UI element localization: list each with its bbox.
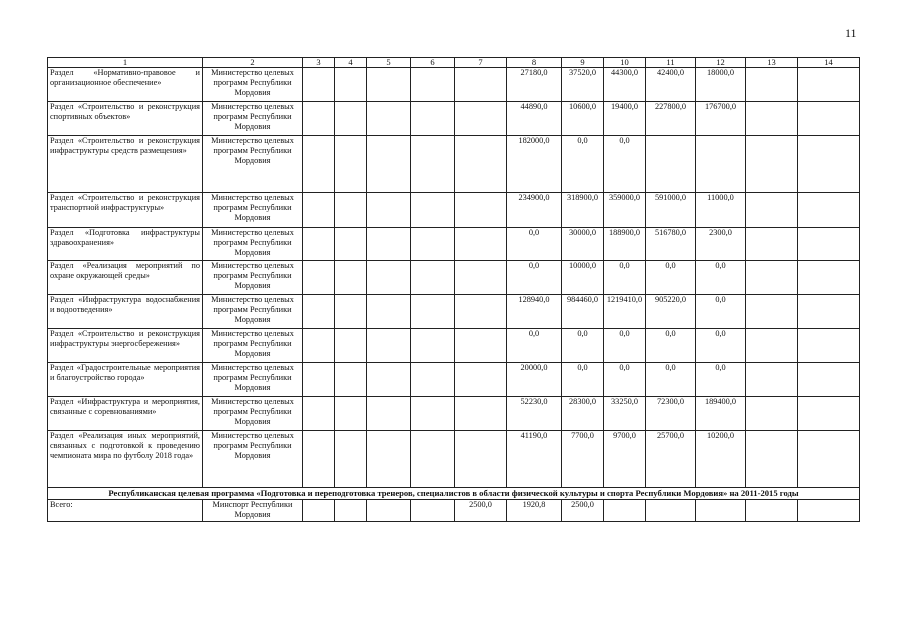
table-header-row (48, 58, 860, 68)
empty-cell (455, 329, 507, 363)
table-cell: 1219410,0 (604, 295, 646, 329)
table-cell: 984460,0 (562, 295, 604, 329)
empty-cell (303, 295, 335, 329)
table-cell: 25700,0 (646, 431, 696, 488)
table-cell: 27180,0 (507, 68, 562, 102)
total-label: Всего: (48, 500, 203, 522)
empty-cell (746, 363, 798, 397)
table-row (48, 431, 860, 488)
empty-cell (335, 295, 367, 329)
section-name-cell: Раздел «Строительство и реконструкция инфраструктуры средств размещения» (48, 136, 203, 193)
table-cell: 591000,0 (646, 193, 696, 228)
table-cell: 905220,0 (646, 295, 696, 329)
column-header: 14 (798, 58, 860, 68)
table-row (48, 228, 860, 261)
empty-cell (303, 363, 335, 397)
empty-cell (798, 295, 860, 329)
empty-cell (335, 228, 367, 261)
ministry-cell: Министерство целевых программ Республики Мордовия (203, 295, 303, 329)
table-cell: 234900,0 (507, 193, 562, 228)
empty-cell (303, 228, 335, 261)
table-cell: 182000,0 (507, 136, 562, 193)
ministry-cell: Министерство целевых программ Республики Мордовия (203, 261, 303, 295)
table-cell: 37520,0 (562, 68, 604, 102)
empty-cell (455, 295, 507, 329)
empty-cell (367, 261, 411, 295)
empty-cell (411, 500, 455, 522)
empty-cell (335, 363, 367, 397)
table-cell: 0,0 (646, 329, 696, 363)
empty-cell (367, 228, 411, 261)
table-cell: 0,0 (646, 261, 696, 295)
budget-table (47, 57, 860, 522)
program-banner-row (48, 488, 860, 500)
empty-cell (335, 431, 367, 488)
empty-cell (746, 397, 798, 431)
table-cell: 227800,0 (646, 102, 696, 136)
empty-cell (411, 228, 455, 261)
column-header: 7 (455, 58, 507, 68)
section-name-cell: Раздел «Реализация мероприятий по охране окружающей среды» (48, 261, 203, 295)
table-cell: 0,0 (562, 136, 604, 193)
empty-cell (335, 500, 367, 522)
column-header: 9 (562, 58, 604, 68)
section-name-cell: Раздел «Инфраструктура и мероприятия, связанные с соревнованиями» (48, 397, 203, 431)
empty-cell (746, 329, 798, 363)
column-header: 8 (507, 58, 562, 68)
table-cell: 42400,0 (646, 68, 696, 102)
ministry-cell: Министерство целевых программ Республики Мордовия (203, 431, 303, 488)
table-row (48, 102, 860, 136)
table-cell: 0,0 (696, 329, 746, 363)
empty-cell (303, 431, 335, 488)
table-cell: 0,0 (604, 329, 646, 363)
empty-cell (746, 261, 798, 295)
table-cell: 0,0 (562, 363, 604, 397)
empty-cell (455, 136, 507, 193)
table-cell: 0,0 (696, 363, 746, 397)
table-cell: 1920,8 (507, 500, 562, 522)
table-cell: 188900,0 (604, 228, 646, 261)
empty-cell (746, 228, 798, 261)
table-row (48, 261, 860, 295)
program-banner: Республиканская целевая программа «Подготовка и переподготовка тренеров, специалистов в области физической культуры и спорта Республики Мордовия» на 2011-2015 годы (48, 488, 860, 500)
table-cell: 189400,0 (696, 397, 746, 431)
table-cell: 72300,0 (646, 397, 696, 431)
empty-cell (696, 500, 746, 522)
section-name-cell: Раздел «Строительство и реконструкция инфраструктуры энергосбережения» (48, 329, 203, 363)
empty-cell (411, 397, 455, 431)
table-row (48, 68, 860, 102)
table-cell: 44300,0 (604, 68, 646, 102)
table-cell: 10000,0 (562, 261, 604, 295)
empty-cell (798, 397, 860, 431)
empty-cell (411, 329, 455, 363)
table-cell: 0,0 (507, 329, 562, 363)
section-name-cell: Раздел «Реализация иных мероприятий, связанных с подготовкой к проведению чемпионата мира по футболу 2018 года» (48, 431, 203, 488)
column-header: 10 (604, 58, 646, 68)
empty-cell (604, 500, 646, 522)
ministry-cell: Министерство целевых программ Республики Мордовия (203, 228, 303, 261)
table-cell (646, 136, 696, 193)
empty-cell (411, 295, 455, 329)
empty-cell (746, 136, 798, 193)
empty-cell (303, 261, 335, 295)
empty-cell (746, 102, 798, 136)
empty-cell (798, 329, 860, 363)
section-name-cell: Раздел «Строительство и реконструкция спортивных объектов» (48, 102, 203, 136)
empty-cell (303, 500, 335, 522)
empty-cell (335, 193, 367, 228)
empty-cell (335, 261, 367, 295)
empty-cell (455, 102, 507, 136)
empty-cell (798, 193, 860, 228)
ministry-cell: Министерство целевых программ Республики Мордовия (203, 68, 303, 102)
section-name-cell: Раздел «Строительство и реконструкция транспортной инфраструктуры» (48, 193, 203, 228)
empty-cell (303, 102, 335, 136)
empty-cell (455, 228, 507, 261)
table-row (48, 363, 860, 397)
table-cell: 28300,0 (562, 397, 604, 431)
empty-cell (367, 295, 411, 329)
empty-cell (367, 136, 411, 193)
column-header: 2 (203, 58, 303, 68)
empty-cell (411, 136, 455, 193)
total-row (48, 500, 860, 522)
empty-cell (335, 397, 367, 431)
table-row (48, 295, 860, 329)
table-cell: 41190,0 (507, 431, 562, 488)
empty-cell (798, 500, 860, 522)
column-header: 11 (646, 58, 696, 68)
empty-cell (455, 68, 507, 102)
table-cell: 30000,0 (562, 228, 604, 261)
empty-cell (367, 68, 411, 102)
table-cell: 2500,0 (455, 500, 507, 522)
table-cell: 0,0 (696, 261, 746, 295)
table-cell: 11000,0 (696, 193, 746, 228)
empty-cell (455, 397, 507, 431)
empty-cell (367, 363, 411, 397)
table-cell: 359000,0 (604, 193, 646, 228)
column-header: 12 (696, 58, 746, 68)
table-cell: 128940,0 (507, 295, 562, 329)
table-row (48, 397, 860, 431)
ministry-cell: Министерство целевых программ Республики Мордовия (203, 397, 303, 431)
table-cell: 7700,0 (562, 431, 604, 488)
empty-cell (798, 136, 860, 193)
empty-cell (367, 397, 411, 431)
empty-cell (746, 500, 798, 522)
column-header: 13 (746, 58, 798, 68)
table-cell: 10600,0 (562, 102, 604, 136)
empty-cell (455, 261, 507, 295)
empty-cell (746, 68, 798, 102)
empty-cell (411, 102, 455, 136)
table-cell: 2300,0 (696, 228, 746, 261)
empty-cell (335, 329, 367, 363)
empty-cell (646, 500, 696, 522)
empty-cell (455, 363, 507, 397)
empty-cell (303, 193, 335, 228)
table-row (48, 193, 860, 228)
section-name-cell: Раздел «Градостроительные мероприятия и благоустройство города» (48, 363, 203, 397)
column-header: 6 (411, 58, 455, 68)
table-cell (696, 136, 746, 193)
section-name-cell: Раздел «Инфраструктура водоснабжения и водоотведения» (48, 295, 203, 329)
empty-cell (746, 295, 798, 329)
table-row (48, 329, 860, 363)
table-cell: 0,0 (646, 363, 696, 397)
empty-cell (367, 329, 411, 363)
column-header: 5 (367, 58, 411, 68)
table-cell: 0,0 (604, 261, 646, 295)
empty-cell (335, 68, 367, 102)
section-name-cell: Раздел «Нормативно-правовое и организационное обеспечение» (48, 68, 203, 102)
table-cell: 20000,0 (507, 363, 562, 397)
empty-cell (367, 500, 411, 522)
empty-cell (411, 261, 455, 295)
empty-cell (411, 431, 455, 488)
empty-cell (335, 136, 367, 193)
table-cell: 176700,0 (696, 102, 746, 136)
empty-cell (411, 363, 455, 397)
empty-cell (798, 228, 860, 261)
empty-cell (746, 431, 798, 488)
table-cell: 0,0 (507, 261, 562, 295)
empty-cell (798, 363, 860, 397)
empty-cell (411, 68, 455, 102)
ministry-cell: Министерство целевых программ Республики Мордовия (203, 193, 303, 228)
empty-cell (746, 193, 798, 228)
empty-cell (367, 102, 411, 136)
table-cell: 10200,0 (696, 431, 746, 488)
empty-cell (798, 68, 860, 102)
table-cell: 9700,0 (604, 431, 646, 488)
empty-cell (303, 136, 335, 193)
table-cell: 318900,0 (562, 193, 604, 228)
empty-cell (798, 261, 860, 295)
table-cell: 2500,0 (562, 500, 604, 522)
table-cell: 0,0 (562, 329, 604, 363)
table-cell: 52230,0 (507, 397, 562, 431)
empty-cell (455, 193, 507, 228)
ministry-cell: Министерство целевых программ Республики Мордовия (203, 329, 303, 363)
table-row (48, 136, 860, 193)
ministry-cell: Министерство целевых программ Республики Мордовия (203, 363, 303, 397)
table-cell: 0,0 (604, 363, 646, 397)
section-name-cell: Раздел «Подготовка инфраструктуры здравоохранения» (48, 228, 203, 261)
empty-cell (303, 68, 335, 102)
table-cell: 0,0 (604, 136, 646, 193)
empty-cell (367, 431, 411, 488)
table-cell: 0,0 (507, 228, 562, 261)
column-header: 3 (303, 58, 335, 68)
empty-cell (303, 397, 335, 431)
ministry-cell: Министерство целевых программ Республики Мордовия (203, 102, 303, 136)
column-header: 4 (335, 58, 367, 68)
empty-cell (455, 431, 507, 488)
ministry-cell: Министерство целевых программ Республики Мордовия (203, 136, 303, 193)
ministry-cell: Минспорт Республики Мордовия (203, 500, 303, 522)
table-cell: 0,0 (696, 295, 746, 329)
table-cell: 19400,0 (604, 102, 646, 136)
page-number: 11 (845, 26, 857, 40)
empty-cell (335, 102, 367, 136)
column-header: 1 (48, 58, 203, 68)
empty-cell (798, 431, 860, 488)
empty-cell (367, 193, 411, 228)
empty-cell (303, 329, 335, 363)
empty-cell (411, 193, 455, 228)
table-cell: 516780,0 (646, 228, 696, 261)
table-cell: 18000,0 (696, 68, 746, 102)
table-cell: 44890,0 (507, 102, 562, 136)
table-cell: 33250,0 (604, 397, 646, 431)
empty-cell (798, 102, 860, 136)
